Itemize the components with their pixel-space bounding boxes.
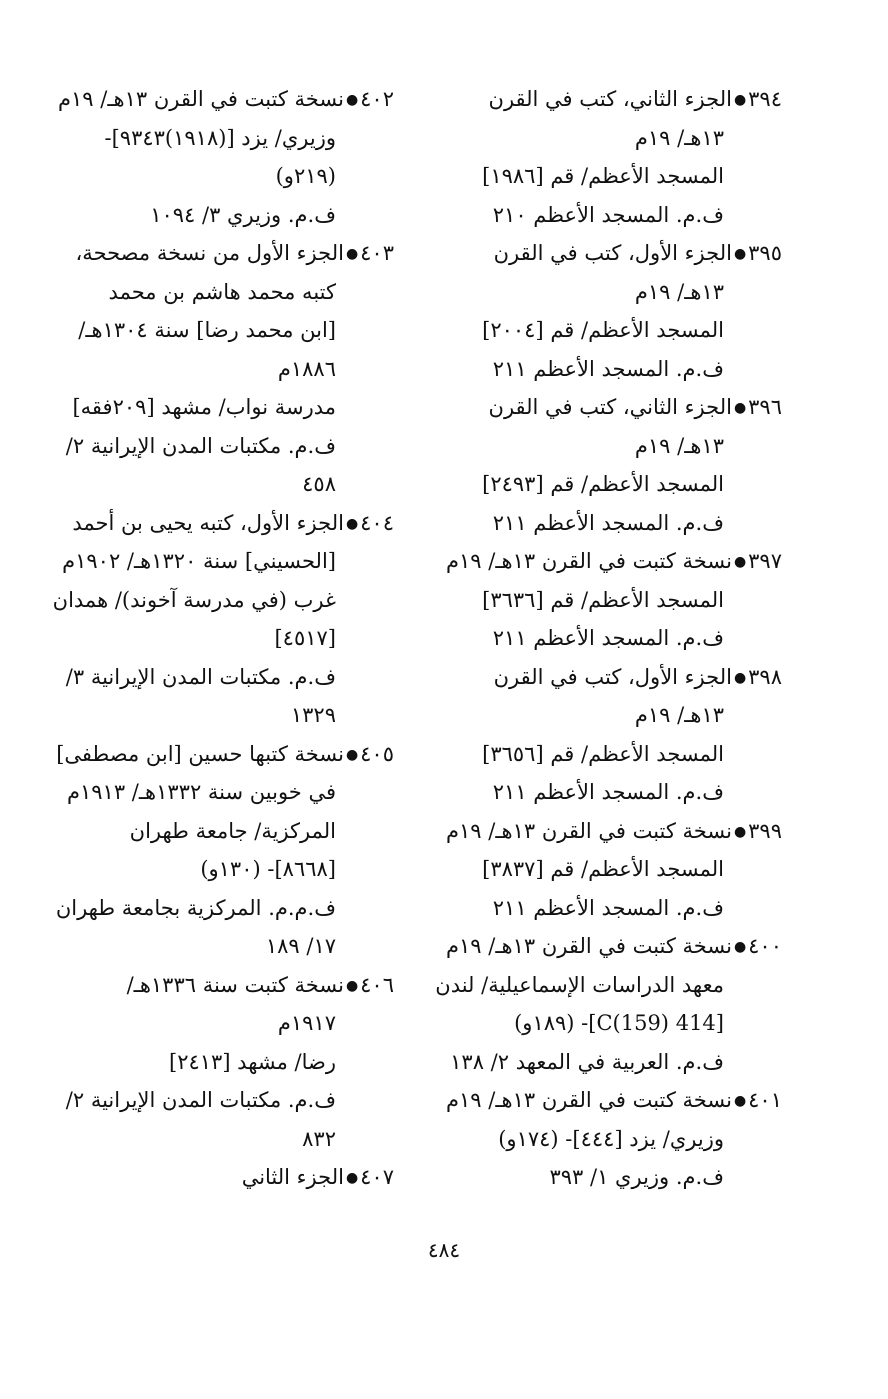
catalog-entry <box>442 542 782 658</box>
bullet-icon: ● <box>733 1093 747 1109</box>
entry-number: ٤٠٦ <box>360 972 394 997</box>
entry-number: ٤٠٥ <box>360 741 394 766</box>
entry-number: ٤٠٤ <box>360 510 394 535</box>
catalog-entry <box>442 80 782 234</box>
entry-number: ٣٩٨ <box>748 664 782 689</box>
entry-line: رضا/ مشهد [٢٤١٣] <box>168 1049 336 1074</box>
bullet-icon: ● <box>345 246 359 262</box>
entry-number: ٤٠٠ <box>748 934 782 958</box>
left-column <box>49 80 394 1197</box>
entry-line: (٢١٩و) <box>275 164 336 188</box>
entry-line: المسجد الأعظم/ قم [١٩٨٦] <box>482 164 724 188</box>
bullet-icon: ● <box>733 669 747 686</box>
catalog-entry <box>49 735 394 966</box>
entry-text: الجزء الأول، كتب في القرن <box>493 664 732 689</box>
entry-line: ف.م. المسجد الأعظم ٢١١ <box>492 510 724 535</box>
entry-text: الجزء الأول من نسخة مصححة، <box>75 241 344 265</box>
entry-number: ٣٩٤ <box>748 87 782 111</box>
entry-line: ١٣هـ/ ١٩م <box>634 703 724 727</box>
entry-first-line <box>442 388 782 427</box>
entry-text: نسخة كتبت في القرن ١٣هـ/ ١٩م <box>446 934 732 958</box>
entry-line: ف.م. وزيري ١/ ٣٩٣ <box>549 1165 724 1189</box>
catalog-entry <box>49 234 394 504</box>
entry-first-line <box>49 966 394 1005</box>
bullet-icon: ● <box>733 400 747 416</box>
bullet-icon: ● <box>733 246 747 262</box>
entry-first-line <box>49 1158 394 1197</box>
entry-text: نسخة كتبت في القرن ١٣هـ/ ١٩م <box>446 549 732 573</box>
page-number: ٤٨٤ <box>427 1238 461 1262</box>
entry-line: ف.م. مكتبات المدن الإيرانية ٢/ <box>65 1088 336 1112</box>
entry-first-line <box>442 812 782 851</box>
entry-line: ١٨٨٦م <box>277 356 336 381</box>
entry-line: ف.م. مكتبات المدن الإيرانية ٣/ <box>65 664 336 689</box>
entry-line: في خوبين سنة ١٣٣٢هـ/ ١٩١٣م <box>66 780 336 804</box>
entry-line: [ابن محمد رضا] سنة ١٣٠٤هـ/ <box>78 318 336 342</box>
entry-number: ٤٠٧ <box>360 1165 394 1189</box>
entry-line: ١٧/ ١٨٩ <box>265 934 336 958</box>
bullet-icon: ● <box>733 554 747 570</box>
bullet-icon: ● <box>345 746 359 763</box>
catalog-entry <box>442 658 782 812</box>
bullet-icon: ● <box>345 92 359 108</box>
entry-line: ف.م. مكتبات المدن الإيرانية ٢/ <box>65 433 336 458</box>
entry-line: ١٣هـ/ ١٩م <box>634 433 724 458</box>
entry-first-line <box>49 735 394 774</box>
entry-line: [٤٥١٧] <box>274 626 336 650</box>
entry-line: المسجد الأعظم/ قم [٣٦٣٦] <box>482 587 724 612</box>
catalog-entry <box>442 1081 782 1197</box>
entry-line: ١٣٢٩ <box>290 703 336 727</box>
entry-line: وزيري/ يزد [(١٩١٨)٩٣٤٣]- <box>104 125 336 150</box>
entry-line: المسجد الأعظم/ قم [٢٠٠٤] <box>482 318 724 342</box>
entry-line: معهد الدراسات الإسماعيلية/ لندن <box>435 972 724 997</box>
bullet-icon: ● <box>345 977 359 994</box>
bullet-icon: ● <box>733 823 747 840</box>
entry-text: نسخة كتبت في القرن ١٣هـ/ ١٩م <box>446 818 732 843</box>
entry-line: ٤٥٨ <box>302 472 336 496</box>
entry-first-line <box>442 658 782 697</box>
entry-line: المسجد الأعظم/ قم [٣٨٣٧] <box>482 857 724 881</box>
catalog-entry <box>442 812 782 928</box>
entry-line: وزيري/ يزد [٤٤٤]- (١٧٤و) <box>498 1126 724 1151</box>
entry-number: ٣٩٩ <box>748 818 782 843</box>
entry-first-line <box>49 80 394 119</box>
entry-first-line <box>49 234 394 273</box>
entry-line: [414 C(159)]- (١٨٩و) <box>514 1011 724 1035</box>
entry-line: مدرسة نواب/ مشهد [٢٠٩فقه] <box>72 395 336 419</box>
right-column <box>435 80 782 1197</box>
entry-line: ١٣هـ/ ١٩م <box>634 125 724 150</box>
bullet-icon: ● <box>733 939 747 955</box>
entry-line: [٨٦٦٨]- (١٣٠و) <box>200 857 336 881</box>
entry-line: كتبه محمد هاشم بن محمد <box>108 279 336 304</box>
entry-number: ٣٩٥ <box>748 241 782 265</box>
catalog-entry <box>49 966 394 1159</box>
entry-line: ف.م. المسجد الأعظم ٢١١ <box>492 356 724 381</box>
entry-line: ف.م.م. المركزية بجامعة طهران <box>55 895 336 920</box>
entry-line: ٨٣٢ <box>302 1126 336 1151</box>
entry-text: الجزء الثاني، كتب في القرن <box>488 395 732 419</box>
entry-line: ف.م. وزيري ٣/ ١٠٩٤ <box>150 202 336 227</box>
entry-line: ف.م. المسجد الأعظم ٢١٠ <box>492 202 724 227</box>
entry-first-line <box>442 80 782 119</box>
catalog-entry <box>435 927 782 1081</box>
entry-text: الجزء الثاني، كتب في القرن <box>488 87 732 111</box>
entry-text: الجزء الثاني <box>241 1165 344 1189</box>
catalog-entry <box>442 234 782 388</box>
entry-first-line <box>442 542 782 581</box>
entry-line: المركزية/ جامعة طهران <box>129 818 336 843</box>
entry-number: ٤٠١ <box>748 1088 782 1112</box>
entry-text: الجزء الأول، كتب في القرن <box>493 241 732 265</box>
entry-line: ف.م. المسجد الأعظم ٢١١ <box>492 895 724 920</box>
entry-line: ف.م. العربية في المعهد ٢/ ١٣٨ <box>450 1049 724 1074</box>
entry-first-line <box>442 1081 782 1120</box>
entry-number: ٤٠٣ <box>360 241 394 265</box>
entry-text: نسخة كتبت في القرن ١٣هـ/ ١٩م <box>58 87 344 111</box>
entry-text: نسخة كتبت سنة ١٣٣٦هـ/ <box>126 972 344 997</box>
entry-line: ف.م. المسجد الأعظم ٢١١ <box>492 780 724 804</box>
bullet-icon: ● <box>733 92 747 108</box>
entry-line: المسجد الأعظم/ قم [٣٦٥٦] <box>482 741 724 766</box>
catalog-entry <box>49 80 394 234</box>
entry-line: ف.م. المسجد الأعظم ٢١١ <box>492 626 724 650</box>
bullet-icon: ● <box>345 1170 359 1186</box>
entry-first-line <box>49 504 394 543</box>
entry-first-line <box>442 927 782 966</box>
entry-text: الجزء الأول، كتبه يحيى بن أحمد <box>72 510 344 535</box>
entry-text: نسخة كتبها حسين [ابن مصطفى] <box>56 741 344 766</box>
entry-line: [الحسيني] سنة ١٣٢٠هـ/ ١٩٠٢م <box>62 549 336 573</box>
entry-text: نسخة كتبت في القرن ١٣هـ/ ١٩م <box>446 1088 732 1112</box>
catalog-entry <box>49 504 394 735</box>
entry-number: ٣٩٧ <box>748 549 782 573</box>
entry-first-line <box>442 234 782 273</box>
entry-line: ١٣هـ/ ١٩م <box>634 279 724 304</box>
bullet-icon: ● <box>345 515 359 532</box>
entry-number: ٤٠٢ <box>360 87 394 111</box>
catalog-entry <box>442 388 782 542</box>
entry-line: المسجد الأعظم/ قم [٢٤٩٣] <box>482 472 724 496</box>
catalog-entry <box>49 1158 394 1197</box>
entry-number: ٣٩٦ <box>748 395 782 419</box>
entry-line: غرب (في مدرسة آخوند)/ همدان <box>52 587 336 612</box>
entry-line: ١٩١٧م <box>277 1011 336 1035</box>
